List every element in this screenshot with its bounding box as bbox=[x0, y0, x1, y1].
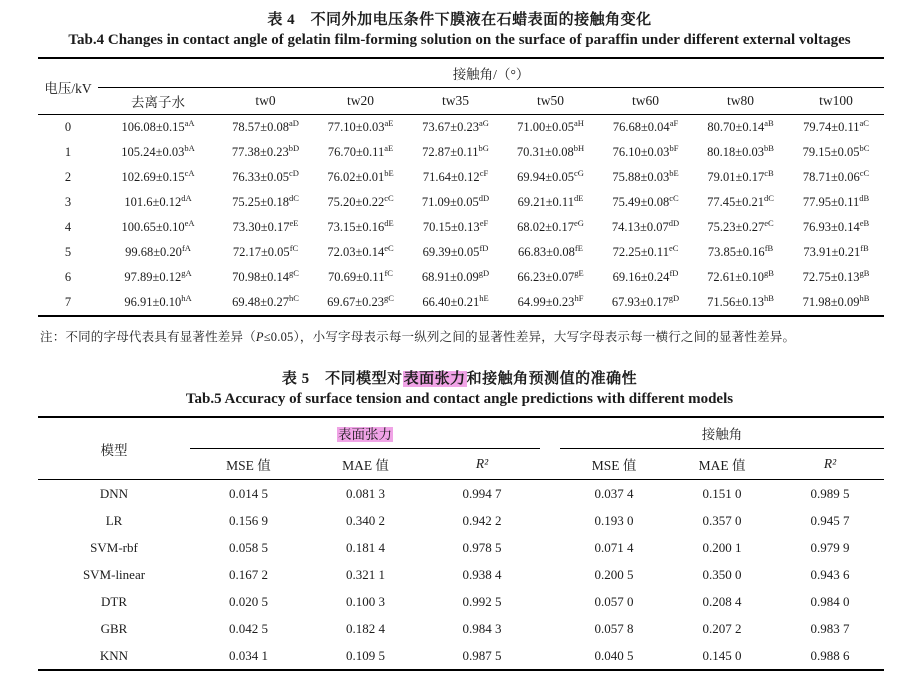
contact-angle-value-cell: $100.65\pm 0.10^{eA}$ bbox=[121, 217, 195, 234]
significance-superscript: aA bbox=[184, 117, 195, 128]
significance-superscript: eC bbox=[384, 242, 394, 253]
note-p-symbol: P bbox=[255, 330, 264, 344]
contact-angle-value-cell: $77.45\pm 0.21^{dC}$ bbox=[707, 192, 774, 209]
significance-superscript: eA bbox=[184, 217, 195, 228]
metric-value-cell: 0.208 4 bbox=[702, 593, 742, 609]
spacer-cell bbox=[540, 534, 560, 561]
contact-angle-value-cell: $64.99\pm 0.23^{hF}$ bbox=[517, 292, 584, 309]
significance-superscript: hC bbox=[288, 292, 299, 303]
contact-angle-value-cell: $73.91\pm 0.21^{fB}$ bbox=[803, 242, 869, 259]
voltage-cell: 1 bbox=[64, 145, 72, 159]
metric-value-cell: 0.034 1 bbox=[229, 647, 268, 663]
table4-row bbox=[38, 240, 884, 265]
spacer-cell bbox=[540, 561, 560, 588]
metric-value-cell: 0.938 4 bbox=[462, 566, 502, 582]
spacer-cell bbox=[540, 507, 560, 534]
contact-angle-value-cell: $73.85\pm 0.16^{fB}$ bbox=[707, 242, 774, 259]
significance-superscript: fB bbox=[860, 242, 869, 253]
significance-superscript: dC bbox=[288, 192, 299, 203]
table4-title-en: Tab.4 Changes in contact angle of gelatin film-forming solution on the surface of paraffin under different external voltages bbox=[68, 32, 851, 48]
significance-superscript: hB bbox=[763, 292, 774, 303]
contact-angle-value-cell: $69.67\pm 0.23^{gC}$ bbox=[327, 292, 394, 309]
surface-tension-highlight: 表面张力 bbox=[403, 371, 466, 387]
column-header-deionized-water: 去离子水 bbox=[98, 88, 218, 115]
metric-value-cell: 0.207 2 bbox=[702, 620, 742, 636]
table4-header-row-1 bbox=[38, 58, 884, 88]
contact-angle-value-cell: $96.91\pm 0.10^{hA}$ bbox=[124, 292, 192, 309]
voltage-cell: 2 bbox=[64, 170, 72, 184]
column-header-tw0: tw0 bbox=[218, 88, 313, 115]
contact-angle-value-cell: $76.02\pm 0.01^{bE}$ bbox=[327, 167, 394, 184]
column-header-tw100: tw100 bbox=[788, 88, 884, 115]
significance-superscript: eE bbox=[289, 217, 299, 228]
model-name-cell: SVM-rbf bbox=[90, 539, 138, 555]
contact-angle-value-cell: $76.10\pm 0.03^{bF}$ bbox=[612, 142, 679, 159]
metric-value-cell: 0.014 5 bbox=[229, 485, 268, 501]
contact-angle-value-cell: $77.95\pm 0.11^{dB}$ bbox=[802, 192, 870, 209]
metric-value-cell: 0.081 3 bbox=[346, 485, 385, 501]
metric-value-cell: 0.984 3 bbox=[462, 620, 502, 636]
significance-superscript: aH bbox=[573, 117, 584, 128]
significance-superscript: bH bbox=[573, 142, 585, 153]
contact-angle-value-cell: $72.75\pm 0.13^{gB}$ bbox=[802, 267, 870, 284]
header-spacer bbox=[540, 449, 560, 480]
voltage-cell: 0 bbox=[64, 120, 72, 134]
contact-angle-value-cell: $71.09\pm 0.05^{dD}$ bbox=[421, 192, 490, 209]
metric-value-cell: 0.983 7 bbox=[810, 620, 850, 636]
significance-superscript: eC bbox=[668, 242, 679, 253]
contact-angle-value-cell: $72.87\pm 0.11^{bG}$ bbox=[422, 142, 489, 159]
metric-value-cell: 0.193 0 bbox=[594, 512, 634, 528]
significance-superscript: hB bbox=[859, 292, 870, 303]
significance-superscript: bC bbox=[859, 142, 870, 153]
significance-superscript: gD bbox=[478, 267, 490, 278]
significance-superscript: bD bbox=[288, 142, 300, 153]
significance-superscript: dD bbox=[668, 217, 680, 228]
contact-angle-value-cell: $71.56\pm 0.13^{hB}$ bbox=[707, 292, 774, 309]
metric-value-cell: 0.989 5 bbox=[810, 485, 850, 501]
metric-value-cell: 0.181 4 bbox=[346, 539, 385, 555]
metric-value-cell: 0.109 5 bbox=[346, 647, 385, 663]
significance-superscript: cD bbox=[288, 167, 299, 178]
column-header-r2-1: R² bbox=[424, 449, 540, 480]
contact-angle-value-cell: $70.69\pm 0.11^{fC}$ bbox=[328, 267, 393, 284]
table4-body bbox=[38, 115, 884, 317]
significance-superscript: fE bbox=[574, 242, 583, 253]
spacer-cell bbox=[540, 480, 560, 508]
contact-angle-value-cell: $99.68\pm 0.20^{fA}$ bbox=[125, 242, 191, 259]
significance-superscript: hE bbox=[479, 292, 489, 303]
contact-angle-value-cell: $72.61\pm 0.10^{gB}$ bbox=[707, 267, 774, 284]
significance-superscript: dD bbox=[478, 192, 490, 203]
significance-superscript: fD bbox=[479, 242, 489, 253]
significance-superscript: bG bbox=[478, 142, 489, 153]
column-header-tw80: tw80 bbox=[693, 88, 788, 115]
significance-superscript: gC bbox=[288, 267, 299, 278]
contact-angle-value-cell: $71.00\pm 0.05^{aH}$ bbox=[517, 117, 584, 134]
metric-value-cell: 0.057 8 bbox=[594, 620, 634, 636]
table4-row bbox=[38, 215, 884, 240]
column-header-tw60: tw60 bbox=[598, 88, 693, 115]
significance-superscript: gD bbox=[668, 292, 680, 303]
contact-angle-value-cell: $75.25\pm 0.18^{dC}$ bbox=[232, 192, 299, 209]
header-spacer bbox=[540, 417, 560, 449]
significance-superscript: aB bbox=[764, 117, 774, 128]
significance-superscript: cB bbox=[764, 167, 774, 178]
contact-angle-value-cell: $78.71\pm 0.06^{cC}$ bbox=[802, 167, 870, 184]
contact-angle-value-cell: 69.21±0.11dE bbox=[517, 192, 584, 209]
metric-value-cell: 0.200 1 bbox=[702, 539, 742, 555]
spacer-cell bbox=[540, 642, 560, 670]
contact-angle-value-cell: $75.49\pm 0.08^{cC}$ bbox=[612, 192, 679, 209]
metric-value-cell: 0.167 2 bbox=[229, 566, 268, 582]
contact-angle-value-cell: $70.15\pm 0.13^{eF}$ bbox=[422, 217, 489, 234]
table5-body bbox=[38, 480, 884, 671]
contact-angle-value-cell: $77.38\pm 0.23^{bD}$ bbox=[231, 142, 300, 159]
significance-superscript: cC bbox=[384, 192, 394, 203]
metric-value-cell: 0.945 7 bbox=[810, 512, 850, 528]
note-text-rest: ≤0.05），小写字母表示每一纵列之间的显著性差异，大写字母表示每一横行之间的显著性差异。 bbox=[263, 330, 796, 344]
contact-angle-value-cell: $80.18\pm 0.03^{bB}$ bbox=[707, 142, 774, 159]
metric-value-cell: 0.100 3 bbox=[346, 593, 385, 609]
voltage-cell: 7 bbox=[64, 295, 72, 309]
contact-angle-value-cell: $76.33\pm 0.05^{cD}$ bbox=[232, 167, 299, 184]
contact-angle-value-cell: $68.02\pm 0.17^{eG}$ bbox=[517, 217, 584, 234]
contact-angle-value-cell: $74.13\pm 0.07^{dD}$ bbox=[611, 217, 680, 234]
table5-row bbox=[38, 615, 884, 642]
contact-angle-value-cell: $71.98\pm 0.09^{hB}$ bbox=[802, 292, 870, 309]
significance-superscript: bE bbox=[384, 167, 394, 178]
metric-value-cell: 0.357 0 bbox=[702, 512, 742, 528]
table5 bbox=[38, 416, 884, 671]
contact-angle-value-cell: $105.24\pm 0.03^{bA}$ bbox=[121, 142, 195, 159]
significance-superscript: gB bbox=[763, 267, 774, 278]
table4-title-cn: 表 4 不同外加电压条件下膜液在石蜡表面的接触角变化 bbox=[267, 12, 652, 28]
contact-angle-value-cell: $66.23\pm 0.07^{gE}$ bbox=[517, 267, 584, 284]
table4-note bbox=[40, 327, 919, 345]
column-header-mse-2: MSE 值 bbox=[560, 449, 668, 480]
metric-value-cell: 0.979 9 bbox=[810, 539, 850, 555]
contact-angle-value-cell: $78.57\pm 0.08^{aD}$ bbox=[232, 117, 299, 134]
contact-angle-value-cell: $102.69\pm 0.15^{cA}$ bbox=[121, 167, 195, 184]
table5-row bbox=[38, 534, 884, 561]
column-header-mae-2: MAE 值 bbox=[668, 449, 776, 480]
metric-value-cell: 0.145 0 bbox=[702, 647, 742, 663]
contact-angle-value-cell: $69.48\pm 0.27^{hC}$ bbox=[232, 292, 299, 309]
contact-angle-value-cell: $97.89\pm 0.12^{gA}$ bbox=[124, 267, 192, 284]
metric-value-cell: 0.984 0 bbox=[810, 593, 850, 609]
spacer-cell bbox=[540, 588, 560, 615]
significance-superscript: bB bbox=[763, 142, 774, 153]
significance-superscript: gE bbox=[574, 267, 584, 278]
spacer-cell bbox=[540, 615, 560, 642]
significance-superscript: dE bbox=[573, 192, 584, 203]
significance-superscript: dA bbox=[181, 192, 192, 203]
contact-angle-group-header: 接触角/（°） bbox=[98, 58, 884, 88]
contact-angle-value-cell: $66.83\pm 0.08^{fE}$ bbox=[518, 242, 583, 259]
column-header-tw20: tw20 bbox=[313, 88, 408, 115]
table4-row bbox=[38, 165, 884, 190]
metric-value-cell: 0.042 5 bbox=[229, 620, 268, 636]
contact-angle-value-cell: $79.74\pm 0.11^{aC}$ bbox=[803, 117, 869, 134]
significance-superscript: dE bbox=[384, 217, 394, 228]
contact-angle-value-cell: $75.88\pm 0.03^{bE}$ bbox=[612, 167, 679, 184]
metric-value-cell: 0.340 2 bbox=[346, 512, 385, 528]
significance-superscript: dB bbox=[859, 192, 870, 203]
column-header-mae-1: MAE 值 bbox=[307, 449, 424, 480]
column-header-tw50: tw50 bbox=[503, 88, 598, 115]
surface-tension-header-highlight: 表面张力 bbox=[338, 427, 393, 442]
voltage-cell: 3 bbox=[64, 195, 72, 209]
table4-row bbox=[38, 140, 884, 165]
table5-row bbox=[38, 507, 884, 534]
column-header-mse-1: MSE 值 bbox=[190, 449, 307, 480]
contact-angle-value-cell: $69.16\pm 0.24^{fD}$ bbox=[612, 267, 679, 284]
metric-value-cell: 0.151 0 bbox=[702, 485, 742, 501]
metric-value-cell: 0.942 2 bbox=[462, 512, 502, 528]
model-name-cell: KNN bbox=[99, 647, 129, 663]
significance-superscript: aF bbox=[669, 117, 679, 128]
table4-row bbox=[38, 190, 884, 215]
metric-value-cell: 0.321 1 bbox=[346, 566, 385, 582]
significance-superscript: cG bbox=[573, 167, 584, 178]
voltage-cell: 4 bbox=[64, 220, 72, 234]
significance-superscript: cA bbox=[184, 167, 195, 178]
significance-superscript: fC bbox=[384, 267, 393, 278]
significance-superscript: gB bbox=[859, 267, 870, 278]
contact-angle-value-cell: $76.93\pm 0.14^{eB}$ bbox=[802, 217, 870, 234]
table4 bbox=[38, 57, 884, 317]
significance-superscript: dC bbox=[763, 192, 774, 203]
significance-superscript: bA bbox=[184, 142, 195, 153]
significance-superscript: aE bbox=[384, 142, 394, 153]
significance-superscript: fC bbox=[289, 242, 299, 253]
contact-angle-group-header-t5: 接触角 bbox=[560, 417, 884, 449]
table5-row bbox=[38, 480, 884, 508]
table5-title-prefix: 表 5 不同模型对 bbox=[281, 371, 403, 387]
significance-superscript: aG bbox=[478, 117, 489, 128]
metric-value-cell: 0.071 4 bbox=[594, 539, 634, 555]
model-name-cell: GBR bbox=[100, 620, 128, 636]
significance-superscript: eG bbox=[573, 217, 584, 228]
voltage-cell: 6 bbox=[64, 270, 72, 284]
contact-angle-value-cell: $70.98\pm 0.14^{gC}$ bbox=[232, 267, 299, 284]
significance-superscript: fB bbox=[764, 242, 774, 253]
contact-angle-value-cell: $76.68\pm 0.04^{aF}$ bbox=[612, 117, 679, 134]
contact-angle-value-cell: $68.91\pm 0.09^{gD}$ bbox=[421, 267, 490, 284]
significance-superscript: cC bbox=[669, 192, 679, 203]
voltage-cell: 5 bbox=[64, 245, 72, 259]
metric-value-cell: 0.058 5 bbox=[229, 539, 268, 555]
metric-value-cell: 0.020 5 bbox=[229, 593, 268, 609]
column-header-tw35: tw35 bbox=[408, 88, 503, 115]
metric-value-cell: 0.987 5 bbox=[462, 647, 502, 663]
metric-value-cell: 0.978 5 bbox=[462, 539, 502, 555]
metric-value-cell: 0.182 4 bbox=[346, 620, 385, 636]
model-name-cell: DTR bbox=[101, 593, 127, 609]
table4-row bbox=[38, 115, 884, 141]
significance-superscript: hA bbox=[181, 292, 192, 303]
significance-superscript: aC bbox=[859, 117, 869, 128]
table4-row bbox=[38, 290, 884, 316]
contact-angle-value-cell: $73.67\pm 0.23^{aG}$ bbox=[422, 117, 489, 134]
significance-superscript: gA bbox=[181, 267, 192, 278]
significance-superscript: eC bbox=[764, 217, 774, 228]
significance-superscript: cF bbox=[479, 167, 489, 178]
contact-angle-value-cell: $106.08\pm 0.15^{aA}$ bbox=[121, 117, 195, 134]
note-text: 注：不同的字母代表具有显著性差异（ bbox=[40, 330, 256, 344]
table5-row bbox=[38, 642, 884, 670]
table4-header-row-2 bbox=[38, 88, 884, 115]
significance-superscript: eB bbox=[859, 217, 870, 228]
contact-angle-value-cell: $80.70\pm 0.14^{aB}$ bbox=[707, 117, 774, 134]
significance-superscript: bF bbox=[669, 142, 679, 153]
significance-superscript: aD bbox=[288, 117, 299, 128]
model-column-header: 模型 bbox=[38, 417, 190, 480]
metric-value-cell: 0.156 9 bbox=[229, 512, 268, 528]
contact-angle-value-cell: $70.31\pm 0.08^{bH}$ bbox=[516, 142, 585, 159]
significance-superscript: aE bbox=[384, 117, 394, 128]
contact-angle-value-cell: $77.10\pm 0.03^{aE}$ bbox=[327, 117, 394, 134]
table5-title-cn bbox=[0, 359, 919, 388]
contact-angle-value-cell: $72.03\pm 0.14^{eC}$ bbox=[327, 242, 394, 259]
contact-angle-value-cell: $73.30\pm 0.17^{eE}$ bbox=[232, 217, 299, 234]
model-name-cell: DNN bbox=[99, 485, 129, 501]
contact-angle-value-cell: 73.15±0.16dE bbox=[327, 217, 394, 234]
metric-value-cell: 0.200 5 bbox=[594, 566, 634, 582]
contact-angle-value-cell: $79.01\pm 0.17^{cB}$ bbox=[707, 167, 774, 184]
significance-superscript: hF bbox=[574, 292, 584, 303]
table5-title-en: Tab.5 Accuracy of surface tension and contact angle predictions with different models bbox=[185, 391, 734, 407]
significance-superscript: gC bbox=[383, 292, 394, 303]
metric-value-cell: 0.350 0 bbox=[702, 566, 742, 582]
significance-superscript: fD bbox=[669, 267, 679, 278]
significance-superscript: bE bbox=[669, 167, 679, 178]
table5-title-suffix: 和接触角预测值的准确性 bbox=[466, 371, 638, 387]
metric-value-cell: 0.943 6 bbox=[810, 566, 850, 582]
contact-angle-value-cell: $69.39\pm 0.05^{fD}$ bbox=[422, 242, 489, 259]
voltage-column-header: 电压/kV bbox=[38, 58, 98, 115]
metric-value-cell: 0.988 6 bbox=[810, 647, 850, 663]
metric-value-cell: 0.037 4 bbox=[594, 485, 634, 501]
model-name-cell: LR bbox=[105, 512, 123, 528]
table5-row bbox=[38, 561, 884, 588]
contact-angle-value-cell: $67.93\pm 0.17^{gD}$ bbox=[611, 292, 680, 309]
contact-angle-value-cell: $76.70\pm 0.11^{aE}$ bbox=[327, 142, 394, 159]
significance-superscript: cC bbox=[859, 167, 870, 178]
model-name-cell: SVM-linear bbox=[82, 566, 146, 582]
table4-row bbox=[38, 265, 884, 290]
contact-angle-value-cell: $75.23\pm 0.27^{eC}$ bbox=[707, 217, 774, 234]
metric-value-cell: 0.057 0 bbox=[594, 593, 634, 609]
metric-value-cell: 0.994 7 bbox=[462, 485, 502, 501]
table5-row bbox=[38, 588, 884, 615]
contact-angle-value-cell: $69.94\pm 0.05^{cG}$ bbox=[517, 167, 584, 184]
contact-angle-value-cell: $66.40\pm 0.21^{hE}$ bbox=[422, 292, 489, 309]
table5-header-row-1 bbox=[38, 417, 884, 449]
column-header-r2-2: R² bbox=[776, 449, 884, 480]
contact-angle-value-cell: $71.64\pm 0.12^{cF}$ bbox=[422, 167, 489, 184]
metric-value-cell: 0.992 5 bbox=[462, 593, 502, 609]
significance-superscript: eF bbox=[479, 217, 489, 228]
surface-tension-group-header bbox=[190, 417, 540, 449]
contact-angle-value-cell: $75.20\pm 0.22^{cC}$ bbox=[327, 192, 394, 209]
contact-angle-value-cell: $72.25\pm 0.11^{eC}$ bbox=[612, 242, 679, 259]
metric-value-cell: 0.040 5 bbox=[594, 647, 634, 663]
significance-superscript: fA bbox=[181, 242, 191, 253]
contact-angle-value-cell: $79.15\pm 0.05^{bC}$ bbox=[802, 142, 870, 159]
contact-angle-value-cell: $72.17\pm 0.05^{fC}$ bbox=[232, 242, 299, 259]
contact-angle-value-cell: $101.6\pm 0.12^{dA}$ bbox=[124, 192, 192, 209]
